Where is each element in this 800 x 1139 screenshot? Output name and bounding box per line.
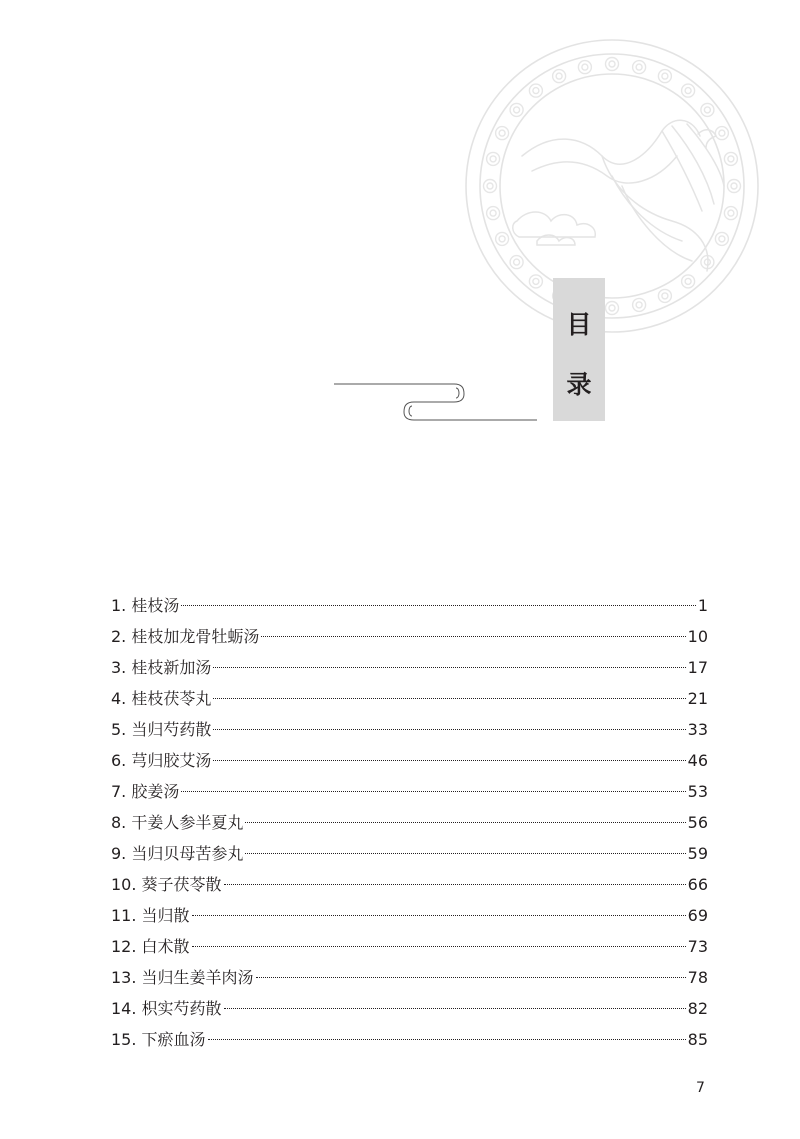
toc-dot-leader [208, 1039, 686, 1040]
toc-entry[interactable] [111, 807, 708, 838]
toc-entry[interactable] [111, 776, 708, 807]
toc-dot-leader [256, 977, 686, 978]
toc-entry[interactable] [111, 838, 708, 869]
toc-entry[interactable] [111, 931, 708, 962]
page-number: 7 [696, 1080, 705, 1096]
toc-entry-page: 69 [687, 906, 708, 925]
toc-entry-title: 13. 当归生姜羊肉汤 [111, 968, 254, 987]
toc-entry-title: 11. 当归散 [111, 906, 190, 925]
toc-dot-leader [245, 853, 685, 854]
phoenix-medallion-icon [462, 36, 762, 336]
table-of-contents [111, 590, 708, 1055]
toc-entry[interactable] [111, 962, 708, 993]
toc-entry-page: 10 [687, 627, 708, 646]
toc-entry-title: 3. 桂枝新加汤 [111, 658, 212, 677]
toc-entry[interactable] [111, 590, 708, 621]
toc-entry[interactable] [111, 683, 708, 714]
toc-entry[interactable] [111, 745, 708, 776]
toc-entry-title: 4. 桂枝茯苓丸 [111, 689, 212, 708]
toc-dot-leader [213, 729, 685, 730]
toc-dot-leader [224, 884, 686, 885]
toc-entry-page: 78 [687, 968, 708, 987]
toc-entry-title: 12. 白术散 [111, 937, 190, 956]
toc-entry-page: 21 [687, 689, 708, 708]
toc-entry-page: 82 [687, 999, 708, 1018]
toc-entry[interactable] [111, 652, 708, 683]
toc-entry-title: 14. 枳实芍药散 [111, 999, 222, 1018]
toc-dot-leader [192, 915, 686, 916]
toc-entry-title: 9. 当归贝母苦参丸 [111, 844, 244, 863]
toc-dot-leader [261, 636, 685, 637]
toc-dot-leader [192, 946, 686, 947]
toc-heading-char-1: 目 [566, 310, 592, 339]
toc-entry-page: 56 [687, 813, 708, 832]
toc-entry-title: 5. 当归芍药散 [111, 720, 212, 739]
toc-entry[interactable] [111, 993, 708, 1024]
toc-entry-page: 17 [687, 658, 708, 677]
toc-dot-leader [213, 667, 685, 668]
toc-entry-title: 2. 桂枝加龙骨牡蛎汤 [111, 627, 260, 646]
scroll-line-icon [330, 376, 542, 428]
toc-entry-title: 6. 芎归胶艾汤 [111, 751, 212, 770]
toc-heading-box [553, 278, 605, 421]
toc-dot-leader [213, 698, 685, 699]
toc-entry[interactable] [111, 869, 708, 900]
toc-entry-page: 66 [687, 875, 708, 894]
toc-entry-page: 59 [687, 844, 708, 863]
toc-entry-title: 8. 干姜人参半夏丸 [111, 813, 244, 832]
toc-entry-title: 15. 下瘀血汤 [111, 1030, 206, 1049]
toc-entry[interactable] [111, 621, 708, 652]
toc-entry-page: 85 [687, 1030, 708, 1049]
toc-entry[interactable] [111, 1024, 708, 1055]
toc-entry-title: 7. 胶姜汤 [111, 782, 180, 801]
toc-entry-page: 53 [687, 782, 708, 801]
toc-entry-page: 33 [687, 720, 708, 739]
toc-dot-leader [224, 1008, 686, 1009]
toc-dot-leader [181, 605, 695, 606]
toc-entry-page: 46 [687, 751, 708, 770]
toc-entry-page: 1 [697, 596, 708, 615]
toc-entry-title: 10. 葵子茯苓散 [111, 875, 222, 894]
toc-entry[interactable] [111, 900, 708, 931]
toc-dot-leader [181, 791, 685, 792]
toc-heading-char-2: 录 [566, 370, 592, 399]
toc-dot-leader [245, 822, 685, 823]
toc-dot-leader [213, 760, 685, 761]
toc-entry-page: 73 [687, 937, 708, 956]
toc-entry[interactable] [111, 714, 708, 745]
toc-entry-title: 1. 桂枝汤 [111, 596, 180, 615]
